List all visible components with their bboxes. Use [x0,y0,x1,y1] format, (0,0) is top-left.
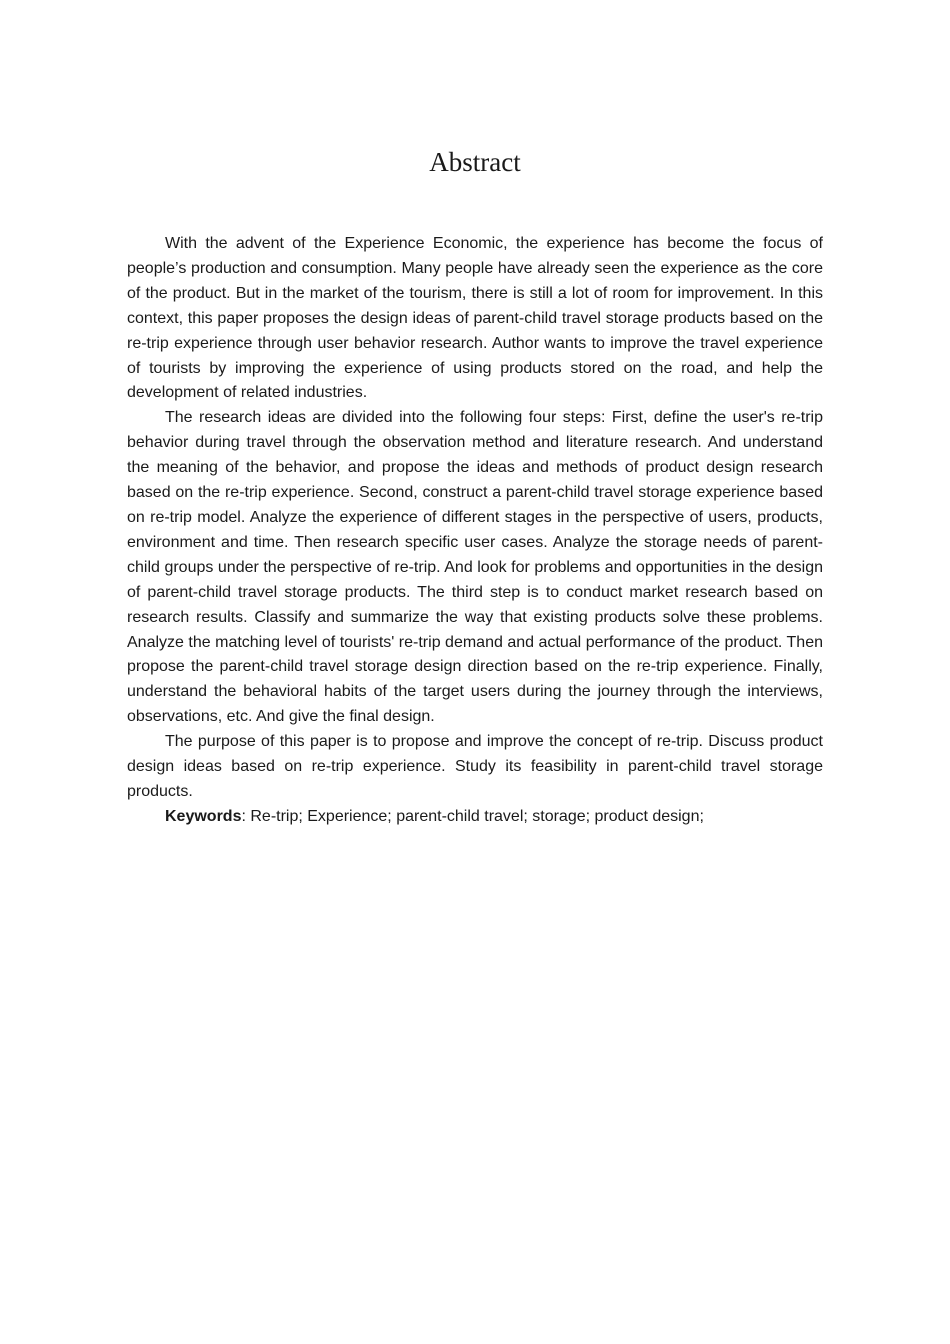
keywords-list: : Re-trip; Experience; parent-child travel; storage; product design; [241,807,704,825]
abstract-body [127,232,823,830]
abstract-paragraph: With the advent of the Experience Economic, the experience has become the focus of people’s production and consumption. Many people have already seen the experience as the core of the product. But in the market of the tourism, there is still a lot of room for improvement. In this context, this paper proposes the design ideas of parent-child travel storage products based on the re-trip experience through user behavior research. Author wants to improve the travel experience of tourists by improving the experience of using products stored on the road, and help the development of related industries. [127,235,823,402]
keywords-label: Keywords [165,807,242,825]
abstract-paragraph: The purpose of this paper is to propose and improve the concept of re-trip. Discuss product design ideas based on re-trip experience. Study its feasibility in parent-child travel storage products. [127,733,823,800]
keywords-line [127,805,823,830]
abstract-paragraph: The research ideas are divided into the following four steps: First, define the user's re-trip behavior during travel through the observation method and literature research. And understand the meaning of the behavior, and propose the ideas and methods of product design research based on the re-trip experience. Second, construct a parent-child travel storage experience based on re-trip model. Analyze the experience of different stages in the perspective of users, products, environment and time. Then research specific user cases. Analyze the storage needs of parent-child groups under the perspective of re-trip. And look for problems and opportunities in the design of parent-child travel storage products. The third step is to conduct market research based on research results. Classify and summarize the way that existing products solve these problems. Analyze the matching level of tourists' re-trip demand and actual performance of the product. Then propose the parent-child travel storage design direction based on the re-trip experience. Finally, understand the behavioral habits of the target users during the journey through the interviews, observations, etc. And give the final design. [127,409,823,726]
abstract-title: Abstract [429,147,521,177]
